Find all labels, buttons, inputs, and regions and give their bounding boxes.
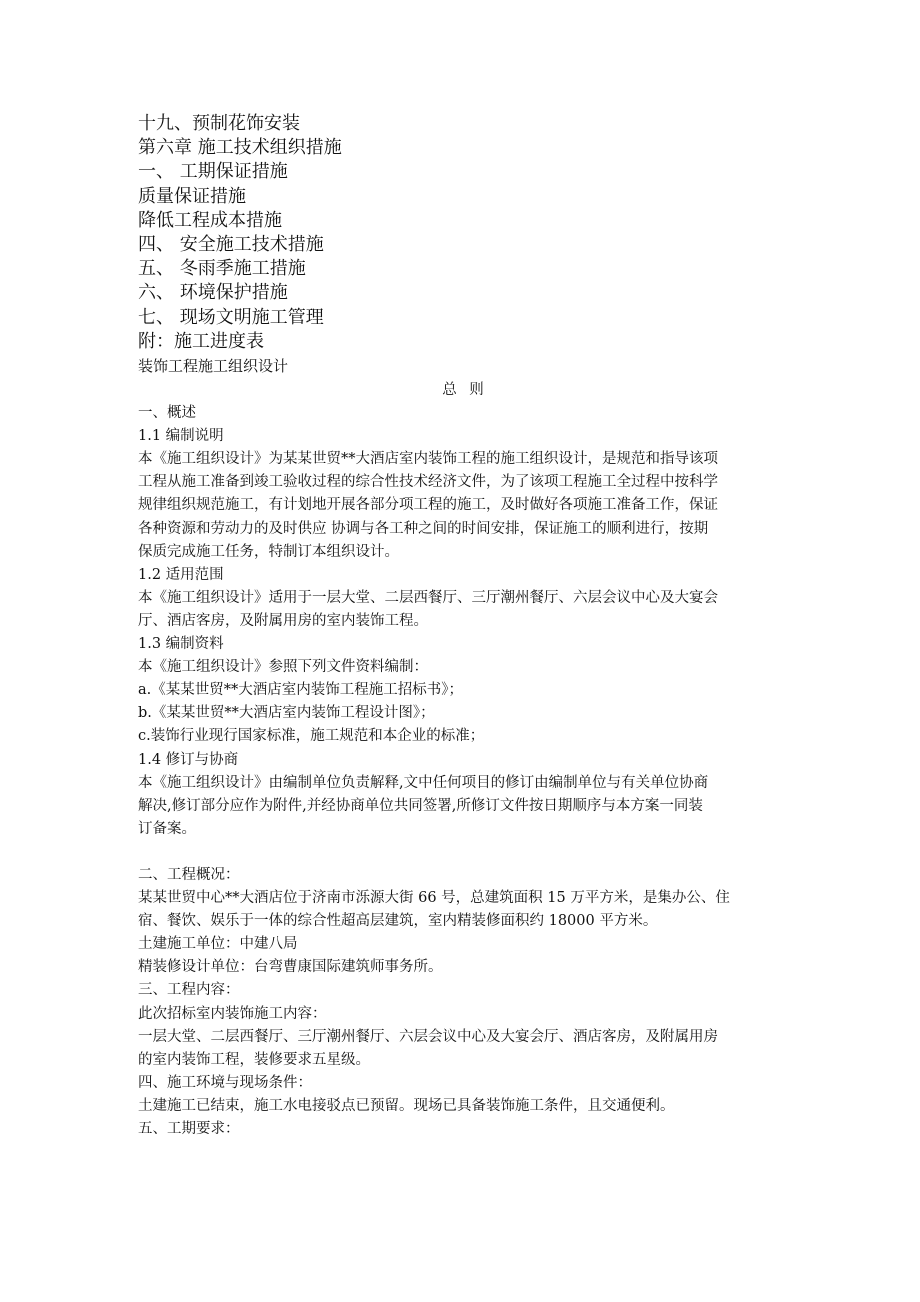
paragraph-line: 的室内装饰工程，装修要求五星级。 <box>138 1051 370 1068</box>
heading: 一、概述 <box>138 405 196 422</box>
subheading: 1.2 适用范围 <box>138 566 224 583</box>
subheading: 1.1 编制说明 <box>138 428 224 445</box>
heading: 五、工期要求： <box>138 1121 240 1137</box>
toc-item: 五、 冬雨季施工措施 <box>138 258 306 280</box>
paragraph-line: 订备案。 <box>138 820 196 837</box>
subheading: 1.3 编制资料 <box>138 636 224 653</box>
paragraph-line: 精装修设计单位：台弯曹康国际建筑师事务所。 <box>138 959 443 976</box>
toc-item: 十九、预制花饰安装 <box>138 113 300 134</box>
paragraph-line: 本《施工组织设计》由编制单位负责解释,文中任何项目的修订由编制单位与有关单位协商 <box>138 774 709 791</box>
paragraph-line: 此次招标室内装饰施工内容： <box>138 1005 327 1022</box>
list-item: c.装饰行业现行国家标准，施工规范和本企业的标准； <box>138 728 485 745</box>
table-of-contents <box>138 112 342 378</box>
paragraph-line: 工程从施工准备到竣工验收过程的综合性技术经济文件，为了该项工程施工全过程中按科学 <box>138 474 718 491</box>
paragraph-line: 土建施工单位：中建八局 <box>138 936 298 953</box>
subheading: 1.4 修订与协商 <box>138 751 239 768</box>
toc-item: 附：施工进度表 <box>138 330 264 352</box>
paragraph-line: 本《施工组织设计》为某某世贸**大酒店室内装饰工程的施工组织设计，是规范和指导该项 <box>138 451 718 468</box>
toc-item: 降低工程成本措施 <box>138 209 282 231</box>
heading: 三、工程内容： <box>138 982 240 999</box>
paragraph-line: 一层大堂、二层西餐厅、三厅潮州餐厅、六层会议中心及大宴会厅、酒店客房，及附属用房 <box>138 1028 718 1045</box>
paragraph-line: 本《施工组织设计》参照下列文件资料编制： <box>138 659 428 676</box>
list-item: a.《某某世贸**大酒店室内装饰工程施工招标书》； <box>138 682 464 699</box>
document-body <box>138 379 784 1141</box>
spacer <box>138 841 784 864</box>
toc-item: 六、 环境保护措施 <box>138 282 288 304</box>
paragraph-line: 保质完成施工任务，特制订本组织设计。 <box>138 543 399 560</box>
toc-item: 质量保证措施 <box>138 185 246 207</box>
document-title: 装饰工程施工组织设计 <box>138 356 289 375</box>
section-title: 总 则 <box>442 382 488 398</box>
heading: 二、工程概况： <box>138 866 240 883</box>
paragraph-line: 某某世贸中心**大酒店位于济南市泺源大街 66 号，总建筑面积 15 万平方米，是集办公、住 <box>138 890 730 907</box>
paragraph-line: 规律组织规范施工，有计划地开展各部分项工程的施工，及时做好各项施工准备工作，保证 <box>138 497 718 514</box>
toc-item: 第六章 施工技术组织措施 <box>138 137 342 159</box>
heading: 四、施工环境与现场条件： <box>138 1074 312 1091</box>
list-item: b.《某某世贸**大酒店室内装饰工程设计图》； <box>138 705 435 722</box>
paragraph-line: 土建施工已结束，施工水电接驳点已预留。现场已具备装饰施工条件，且交通便利。 <box>138 1097 675 1114</box>
toc-item: 一、 工期保证措施 <box>138 161 288 183</box>
toc-item: 七、 现场文明施工管理 <box>138 306 324 328</box>
paragraph-line: 宿、餐饮、娱乐于一体的综合性超高层建筑，室内精装修面积约 18000 平方米。 <box>138 913 658 930</box>
paragraph-line: 各种资源和劳动力的及时供应 协调与各工种之间的时间安排，保证施工的顺利进行，按期 <box>138 520 709 537</box>
toc-item: 四、 安全施工技术措施 <box>138 233 324 255</box>
paragraph-line: 厅、酒店客房，及附属用房的室内装饰工程。 <box>138 612 428 629</box>
paragraph-line: 解决,修订部分应作为附件,并经协商单位共同签署,所修订文件按日期顺序与本方案一同装 <box>138 797 703 814</box>
paragraph-line: 本《施工组织设计》适用于一层大堂、二层西餐厅、三厅潮州餐厅、六层会议中心及大宴会 <box>138 589 718 606</box>
